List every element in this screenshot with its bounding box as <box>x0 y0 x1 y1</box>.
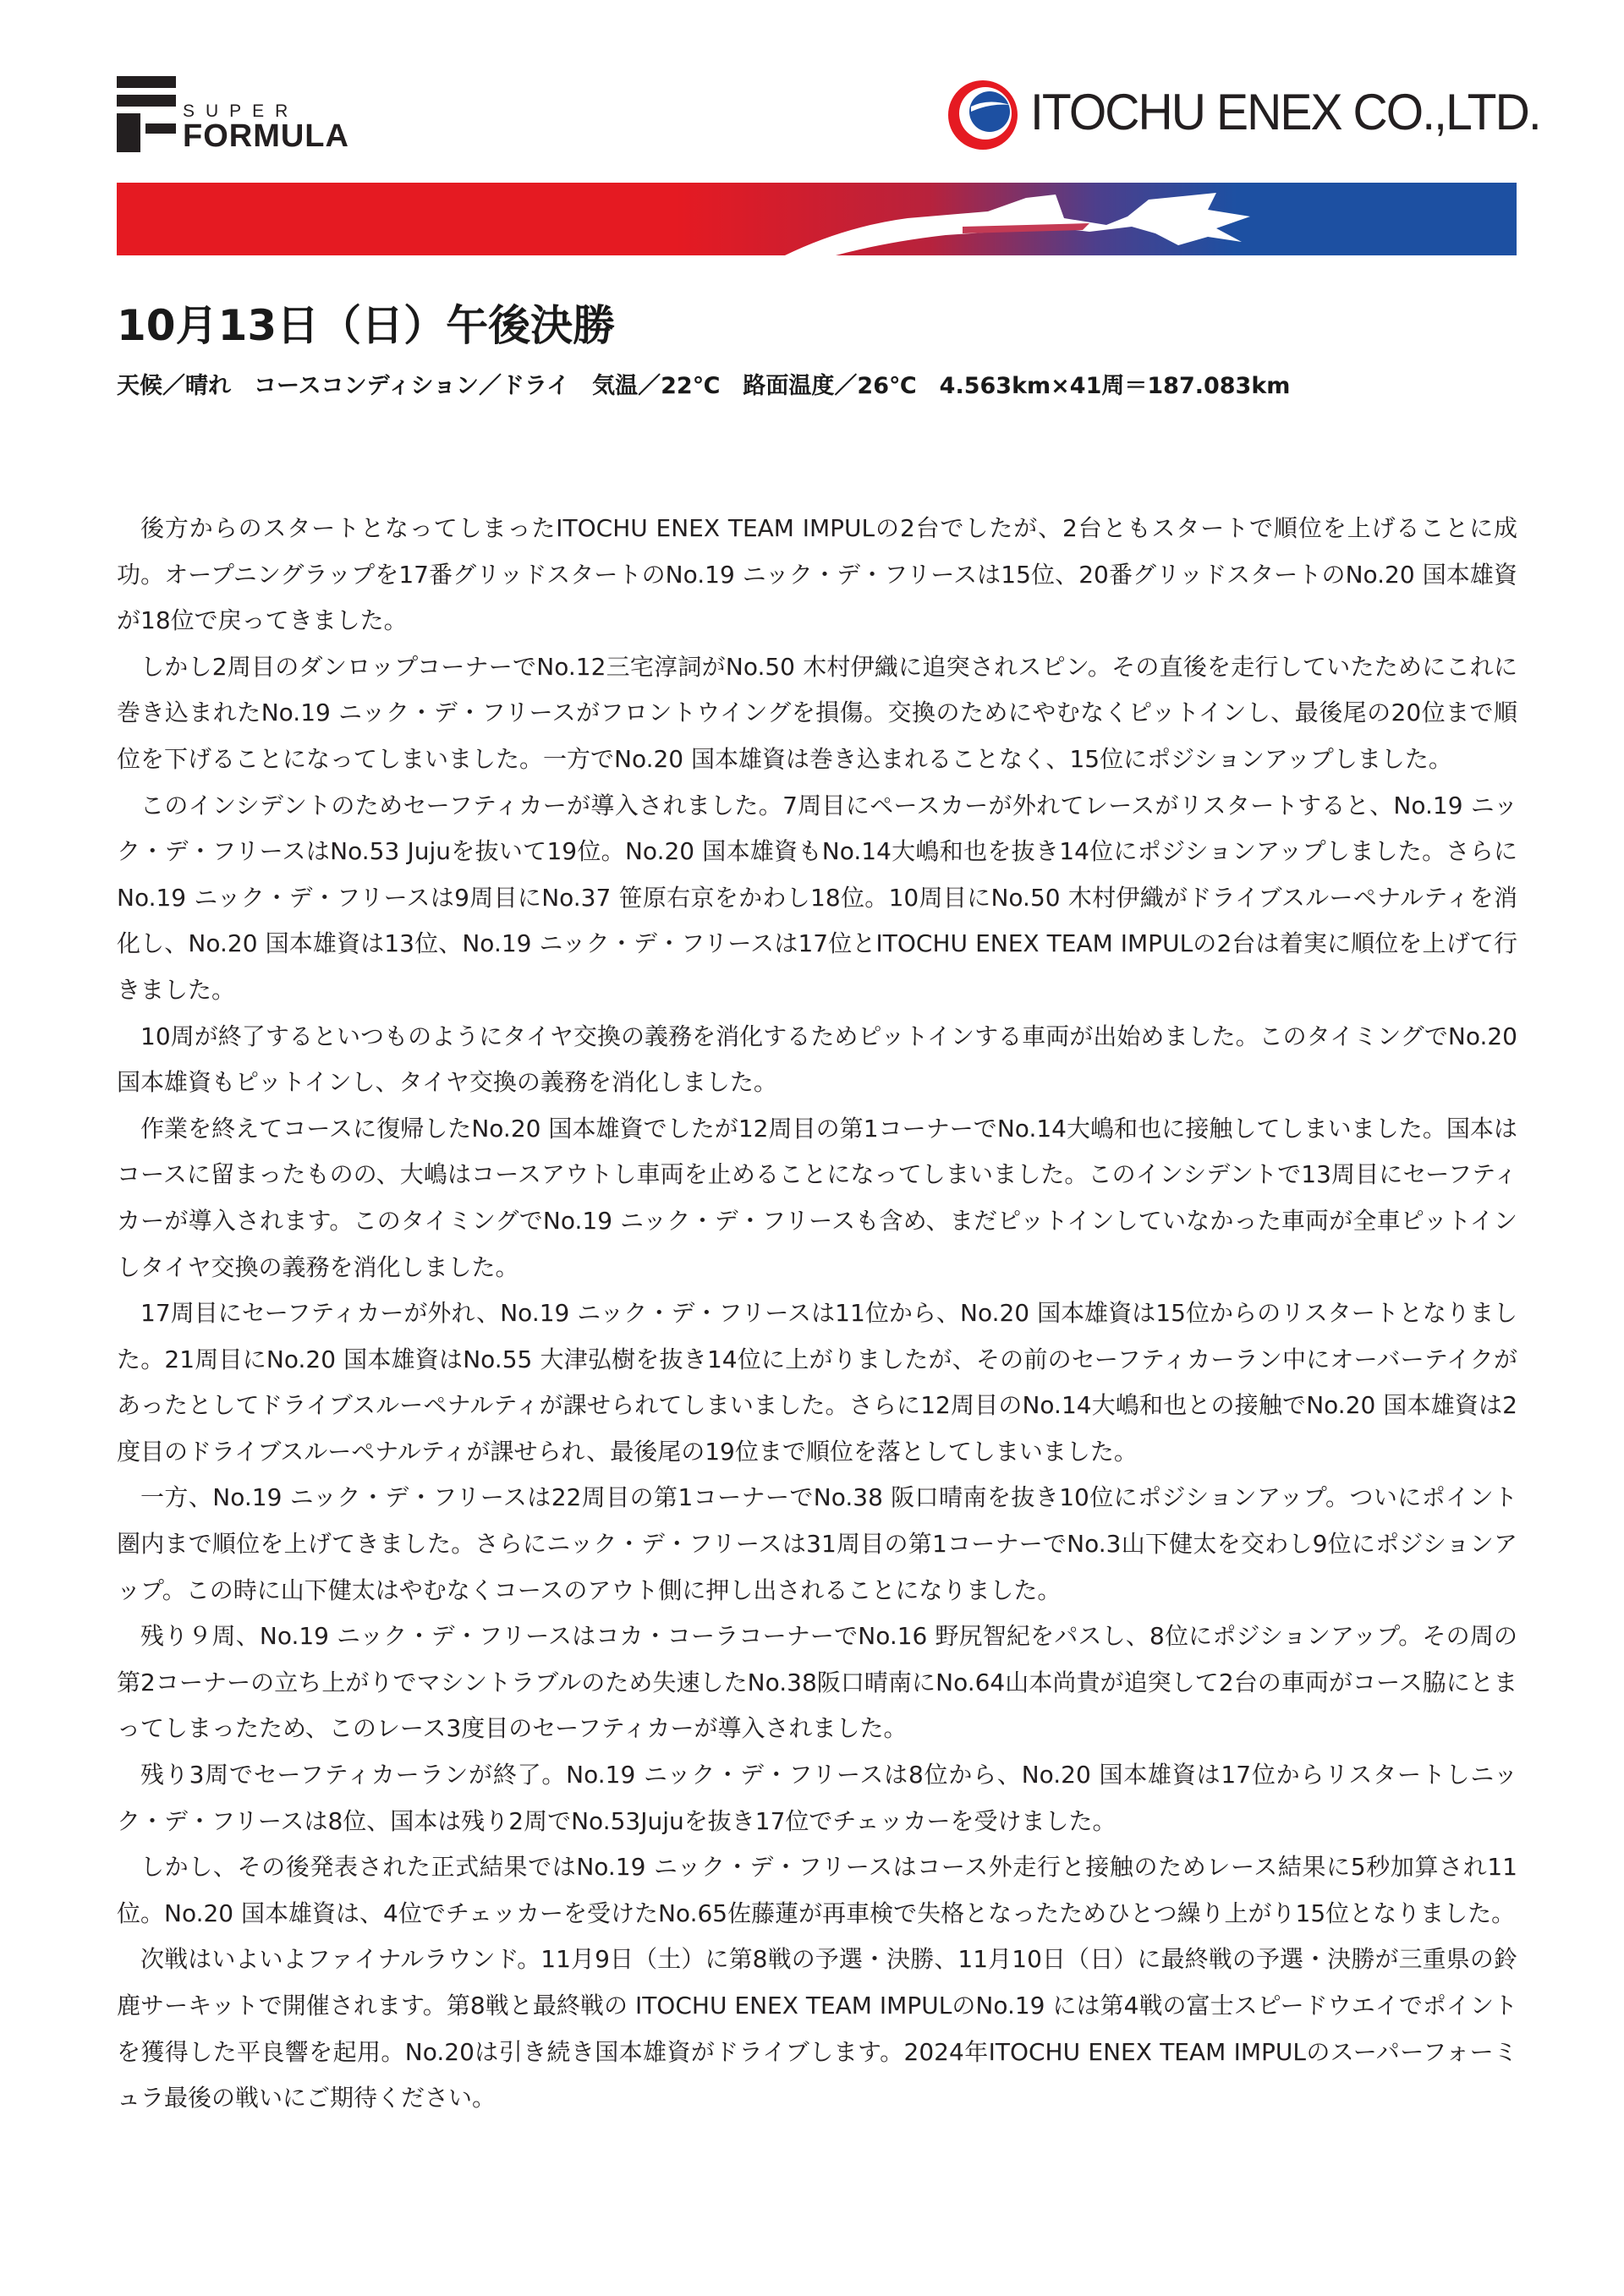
paragraph: 残り９周、No.19 ニック・デ・フリースはコカ・コーラコーナーでNo.16 野尻智紀をパスし、8位にポジションアップ。その周の第2コーナーの立ち上がりでマシントラブルのため失速したNo.38阪口晴南にNo.64山本尚貴が追突して2台の車両がコース脇にとまってしまったため、このレース3度目のセーフティカーが導入されました。 <box>117 1622 1517 1743</box>
itochu-emblem-icon <box>946 78 1020 152</box>
super-formula-logo <box>117 76 370 156</box>
header-banner <box>117 183 1517 255</box>
race-conditions: 天候／晴れ コースコンディション／ドライ 気温／22℃ 路面温度／26℃ 4.563km×41周＝187.083km <box>117 373 1291 399</box>
paragraph: このインシデントのためセーフティカーが導入されました。7周目にペースカーが外れてレースがリスタートすると、No.19 ニック・デ・フリースはNo.53 Jujuを抜いて19位。No.20 国本雄資もNo.14大嶋和也を抜き14位にポジションアップしました。さらにNo.19 ニック・デ・フリースは9周目にNo.37 笹原右京をかわし18位。10周目にNo.50 木村伊織がドライブスルーペナルティを消化し、No.20 国本雄資は13位、No.19 ニック・デ・フリースは17位とITOCHU ENEX TEAM IMPULの2台は着実に順位を上げて行きました。 <box>117 791 1517 1004</box>
paragraph: 17周目にセーフティカーが外れ、No.19 ニック・デ・フリースは11位から、No.20 国本雄資は15位からのリスタートとなりました。21周目にNo.20 国本雄資はNo.55 大津弘樹を抜き14位に上がりましたが、その前のセーフティカーラン中にオーバーテイクがあったとしてドライブスルーペナルティが課せられてしまいました。さらに12周目のNo.14大嶋和也との接触でNo.20 国本雄資は2度目のドライブスルーペナルティが課せられ、最後尾の19位まで順位を落としてしまいました。 <box>117 1299 1517 1466</box>
logo-formula-text: FORMULA <box>183 118 349 154</box>
logo-super-text: SUPER <box>183 101 299 121</box>
itochu-enex-logo <box>946 76 1538 156</box>
paragraph: 一方、No.19 ニック・デ・フリースは22周目の第1コーナーでNo.38 阪口晴南を抜き10位にポジションアップ。ついにポイント圏内まで順位を上げてきました。さらにニック・デ・フリースは31周目の第1コーナーでNo.3山下健太を交わし9位にポジションアップ。この時に山下健太はやむなくコースのアウト側に押し出されることになりました。 <box>117 1483 1517 1604</box>
paragraph: 後方からのスタートとなってしまったITOCHU ENEX TEAM IMPULの2台でしたが、2台ともスタートで順位を上げることに成功。オープニングラップを17番グリッドスタートのNo.19 ニック・デ・フリースは15位、20番グリッドスタートのNo.20 国本雄資が18位で戻ってきました。 <box>117 514 1517 635</box>
race-title: 10月13日（日）午後決勝 <box>117 301 616 350</box>
paragraph: しかし、その後発表された正式結果ではNo.19 ニック・デ・フリースはコース外走行と接触のためレース結果に5秒加算され11位。No.20 国本雄資は、4位でチェッカーを受けたNo.65佐藤蓮が再車検で失格となったためひとつ繰り上がり15位となりました。 <box>117 1853 1517 1927</box>
paragraph: 作業を終えてコースに復帰したNo.20 国本雄資でしたが12周目の第1コーナーでNo.14大嶋和也に接触してしまいました。国本はコースに留まったものの、大嶋はコースアウトし車両を止めることになってしまいました。このインシデントで13周目にセーフティカーが導入されます。このタイミングでNo.19 ニック・デ・フリースも含め、まだピットインしていなかった車両が全車ピットインしタイヤ交換の義務を消化しました。 <box>117 1114 1517 1281</box>
paragraph: 残り3周でセーフティカーランが終了。No.19 ニック・デ・フリースは8位から、No.20 国本雄資は17位からリスタートしニック・デ・フリースは8位、国本は残り2周でNo.53Jujuを抜き17位でチェッカーを受けました。 <box>117 1761 1517 1835</box>
page-header <box>0 0 1624 262</box>
paragraph: 次戦はいよいよファイナルラウンド。11月9日（土）に第8戦の予選・決勝、11月10日（日）に最終戦の予選・決勝が三重県の鈴鹿サーキットで開催されます。第8戦と最終戦の ITOCHU ENEX TEAM IMPULのNo.19 には第4戦の富士スピードウエイでポイントを獲得した平良響を起用。No.20は引き続き国本雄資がドライブします。2024年ITOCHU ENEX TEAM IMPULのスーパーフォーミュラ最後の戦いにご期待ください。 <box>117 1945 1517 2112</box>
company-name: ITOCHU ENEX CO.,LTD. <box>1030 84 1540 140</box>
race-heading <box>117 298 1521 401</box>
race-report <box>117 506 1517 2122</box>
paragraph: 10周が終了するといつものようにタイヤ交換の義務を消化するためピットインする車両が出始めました。このタイミングでNo.20 国本雄資もピットインし、タイヤ交換の義務を消化しました。 <box>117 1022 1517 1097</box>
paragraph: しかし2周目のダンロップコーナーでNo.12三宅淳詞がNo.50 木村伊織に追突されスピン。その直後を走行していたためにこれに巻き込まれたNo.19 ニック・デ・フリースがフロントウイングを損傷。交換のためにやむなくピットインし、最後尾の20位まで順位を下げることになってしまいました。一方でNo.20 国本雄資は巻き込まれることなく、15位にポジションアップしました。 <box>117 652 1517 773</box>
super-formula-emblem-icon <box>117 76 178 152</box>
